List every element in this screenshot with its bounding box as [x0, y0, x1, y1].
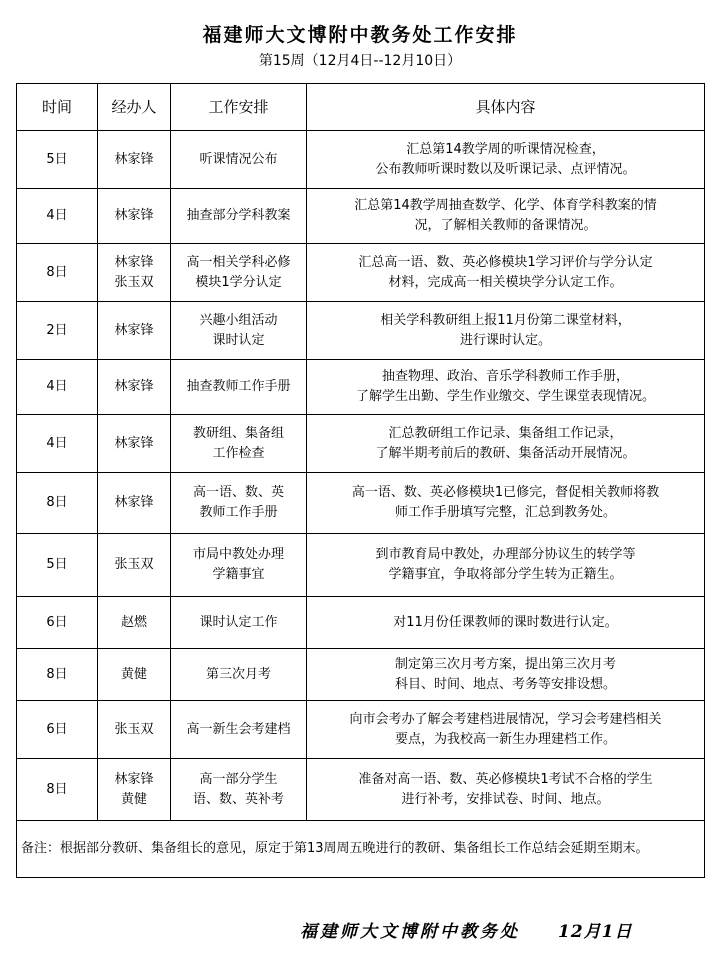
time-cell: 5日 [17, 131, 98, 189]
person-cell [98, 759, 171, 821]
header-time: 时间 [17, 84, 98, 131]
task-cell [171, 360, 307, 415]
person-line: 赵燃 [120, 614, 147, 630]
person-line: 林家锋 [114, 254, 154, 270]
content-line: 科目、时间、地点、考务等安排设想。 [394, 676, 616, 692]
task-line: 高一语、数、英 [192, 485, 284, 500]
content-line: 要点，为我校高一新生办理建档工作。 [394, 731, 616, 747]
content-line: 汇总第14教学周的听课情况检查， [406, 141, 605, 157]
task-line: 听课情况公布 [199, 151, 278, 167]
schedule-table [16, 83, 705, 878]
task-line: 市局中教处办理 [192, 547, 284, 562]
task-line: 语、数、英补考 [192, 791, 284, 807]
person-line: 林家锋 [114, 435, 154, 451]
content-cell [307, 534, 705, 597]
task-line: 工作检查 [212, 445, 265, 461]
content-line: 制定第三次月考方案，提出第三次月考 [394, 656, 616, 672]
task-cell [171, 131, 307, 189]
time-cell: 6日 [17, 597, 98, 649]
person-cell [98, 244, 171, 302]
task-line: 高一新生会考建档 [186, 721, 291, 737]
person-line: 黄健 [120, 791, 147, 807]
content-line: 对11月份任课教师的课时数进行认定。 [393, 614, 618, 630]
content-line: 了解半期考前后的教研、集备活动开展情况。 [375, 445, 636, 461]
content-line: 材料，完成高一相关模块学分认定工作。 [388, 274, 623, 290]
content-cell [307, 244, 705, 302]
person-cell [98, 473, 171, 534]
table-row [17, 597, 705, 649]
content-cell [307, 473, 705, 534]
footer-org: 福建师大文博附中教务处 [300, 922, 520, 942]
person-line: 张玉双 [114, 557, 154, 572]
task-line: 抽查部分学科教案 [186, 208, 291, 223]
time-cell: 4日 [17, 189, 98, 244]
content-cell [307, 360, 705, 415]
header-task: 工作安排 [171, 84, 307, 131]
time-cell: 4日 [17, 415, 98, 473]
table-row [17, 759, 705, 821]
task-cell [171, 415, 307, 473]
time-cell: 6日 [17, 701, 98, 759]
task-line: 学籍事宜 [212, 567, 265, 582]
table-row [17, 701, 705, 759]
person-line: 林家锋 [114, 322, 154, 338]
time-cell: 8日 [17, 759, 98, 821]
task-line: 模块1学分认定 [195, 274, 282, 290]
table-row [17, 473, 705, 534]
content-cell [307, 597, 705, 649]
content-line: 抽查物理、政治、音乐学科教师工作手册， [381, 369, 629, 384]
content-cell [307, 415, 705, 473]
task-line: 课时认定工作 [199, 614, 278, 630]
person-cell [98, 189, 171, 244]
content-cell [307, 131, 705, 189]
person-cell [98, 701, 171, 759]
time-cell: 4日 [17, 360, 98, 415]
person-cell [98, 302, 171, 360]
table-row [17, 244, 705, 302]
table-row [17, 360, 705, 415]
content-cell [307, 701, 705, 759]
time-cell: 8日 [17, 649, 98, 701]
content-line: 况，了解相关教师的备课情况。 [414, 218, 597, 233]
person-line: 张玉双 [114, 274, 154, 290]
table-row [17, 189, 705, 244]
person-line: 林家锋 [114, 379, 154, 394]
task-cell [171, 302, 307, 360]
table-row [17, 415, 705, 473]
task-line: 教师工作手册 [199, 505, 278, 520]
content-line: 进行课时认定。 [459, 332, 551, 348]
time-cell: 2日 [17, 302, 98, 360]
content-cell [307, 649, 705, 701]
content-line: 准备对高一语、数、英必修模块1考试不合格的学生 [358, 771, 653, 787]
task-cell [171, 189, 307, 244]
table-row [17, 131, 705, 189]
content-line: 了解学生出勤、学生作业缴交、学生课堂表现情况。 [355, 389, 655, 404]
table-header-row [17, 84, 705, 131]
table-body [17, 131, 705, 821]
person-line: 林家锋 [114, 208, 154, 223]
person-cell [98, 534, 171, 597]
person-line: 林家锋 [114, 151, 154, 167]
content-cell [307, 189, 705, 244]
task-line: 高一部分学生 [199, 771, 278, 787]
task-cell [171, 701, 307, 759]
time-cell: 5日 [17, 534, 98, 597]
task-line: 课时认定 [212, 332, 265, 348]
task-line: 教研组、集备组 [192, 425, 284, 441]
task-cell [171, 649, 307, 701]
task-cell [171, 534, 307, 597]
person-line: 林家锋 [114, 495, 154, 510]
task-cell [171, 244, 307, 302]
footer-signature [300, 917, 700, 942]
task-line: 抽查教师工作手册 [186, 379, 291, 394]
week-subtitle: 第15周（12月4日--12月10日） [258, 53, 462, 69]
task-cell [171, 473, 307, 534]
task-cell [171, 597, 307, 649]
task-cell [171, 759, 307, 821]
content-line: 汇总教研组工作记录、集备组工作记录， [388, 425, 623, 441]
content-line: 汇总第14教学周抽查数学、化学、体育学科教案的情 [354, 198, 657, 213]
content-line: 学籍事宜，争取将部分学生转为正籍生。 [388, 567, 623, 582]
person-line: 张玉双 [114, 721, 154, 737]
person-line: 林家锋 [114, 771, 154, 787]
content-cell [307, 759, 705, 821]
person-cell [98, 131, 171, 189]
person-cell [98, 597, 171, 649]
content-cell [307, 302, 705, 360]
task-line: 第三次月考 [205, 666, 271, 682]
content-line: 相关学科教研组上报11月份第二课堂材料， [380, 312, 631, 328]
header-content: 具体内容 [307, 84, 705, 131]
table-row [17, 302, 705, 360]
task-line: 高一相关学科必修 [186, 254, 291, 270]
table-row [17, 534, 705, 597]
person-line: 黄健 [120, 666, 147, 682]
time-cell: 8日 [17, 473, 98, 534]
task-line: 兴趣小组活动 [199, 312, 278, 328]
note-text: 备注：根据部分教研、集备组长的意见，原定于第13周周五晚进行的教研、集备组长工作总结会延期至期末。 [17, 821, 705, 878]
content-line: 汇总高一语、数、英必修模块1学习评价与学分认定 [358, 254, 653, 270]
note-row [17, 821, 705, 878]
content-line: 公布教师听课时数以及听课记录、点评情况。 [375, 161, 636, 177]
content-line: 高一语、数、英必修模块1已修完，督促相关教师将教 [351, 485, 660, 500]
header-person: 经办人 [98, 84, 171, 131]
content-line: 向市会考办了解会考建档进展情况，学习会考建档相关 [349, 711, 662, 727]
time-cell: 8日 [17, 244, 98, 302]
person-cell [98, 360, 171, 415]
person-cell [98, 649, 171, 701]
footer-date: 12月1日 [558, 922, 633, 942]
content-line: 师工作手册填写完整，汇总到教务处。 [394, 505, 616, 520]
document-title: 福建师大文博附中教务处工作安排 [202, 24, 518, 46]
table-row [17, 649, 705, 701]
person-cell [98, 415, 171, 473]
content-line: 到市教育局中教处，办理部分协议生的转学等 [375, 547, 636, 562]
content-line: 进行补考，安排试卷、时间、地点。 [401, 791, 610, 807]
